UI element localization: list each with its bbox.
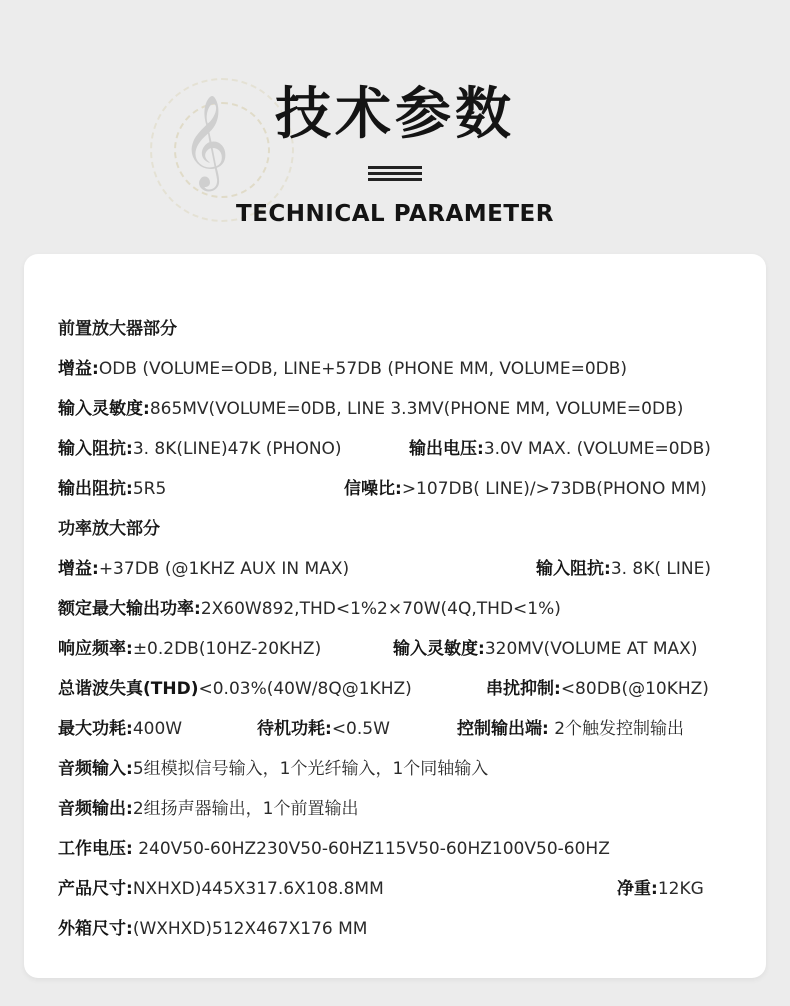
spec-label: 音频输出:: [58, 799, 133, 819]
treble-clef-icon: 𝄞: [182, 94, 230, 187]
spec-row-impedance-voltage: [58, 435, 732, 463]
spec-label: 音频输入:: [58, 759, 133, 779]
spec-value: (WXHXD)512X467X176 MM: [132, 919, 368, 939]
spec-row-freq-sensitivity: [58, 635, 732, 663]
spec-value: 865MV(VOLUME=0DB, LINE 3.3MV(PHONE MM, VOLUME=0DB): [149, 399, 684, 419]
spec-card: [24, 254, 766, 978]
spec-value: +37DB (@1KHZ AUX IN MAX): [98, 559, 350, 579]
spec-value: 3. 8K(LINE)47K (PHONO): [132, 439, 342, 459]
spec-value: <80DB(@10KHZ): [560, 679, 709, 699]
spec-row-output-snr: [58, 475, 732, 503]
spec-label: 输入灵敏度:: [58, 399, 150, 419]
spec-label: 总谐波失真(THD): [58, 679, 199, 699]
spec-label: 产品尺寸:: [58, 879, 133, 899]
spec-value: 2X60W892,THD<1%2×70W(4Q,THD<1%): [200, 599, 561, 619]
spec-pair-input-sensitivity-power: [393, 635, 697, 663]
spec-label: 输入灵敏度:: [393, 639, 485, 659]
spec-row-power-consumption: [58, 715, 732, 743]
spec-value: <0.03%(40W/8Q@1KHZ): [198, 679, 412, 699]
spec-pair-frequency-response: [58, 635, 321, 663]
spec-label: 串扰抑制:: [486, 679, 561, 699]
spec-pair-control-output: [457, 715, 684, 743]
spec-pair-output-impedance: [58, 475, 166, 503]
spec-value: 3.0V MAX. (VOLUME=0DB): [483, 439, 711, 459]
spec-value: 320MV(VOLUME AT MAX): [484, 639, 698, 659]
spec-label: 输出电压:: [409, 439, 484, 459]
spec-pair-product-size: [58, 875, 384, 903]
spec-row-audio-input: [58, 755, 732, 783]
spec-row-working-voltage: [58, 835, 732, 863]
spec-pair-standby-power: [257, 715, 390, 743]
spec-value: NXHXD)445X317.6X108.8MM: [132, 879, 384, 899]
spec-pair-snr: [344, 475, 707, 503]
spec-label: 外箱尺寸:: [58, 919, 133, 939]
spec-label: 净重:: [617, 879, 658, 899]
spec-pair-net-weight: [617, 875, 704, 903]
spec-value: 5R5: [132, 479, 167, 499]
title-divider: [368, 166, 422, 180]
page-title: 技术参数: [275, 82, 515, 147]
spec-label: 增益:: [58, 559, 99, 579]
spec-label: 控制输出端:: [457, 719, 549, 739]
spec-pair-thd: [58, 675, 412, 703]
spec-row-audio-output: [58, 795, 732, 823]
page-subtitle: TECHNICAL PARAMETER: [236, 201, 554, 227]
spec-label: 输入阻抗:: [536, 559, 611, 579]
spec-label: 额定最大输出功率:: [58, 599, 201, 619]
spec-pair-max-power: [58, 715, 182, 743]
spec-value: 400W: [132, 719, 183, 739]
spec-pair-gain-power: [58, 555, 349, 583]
spec-value: ODB (VOLUME=ODB, LINE+57DB (PHONE MM, VOLUME=0DB): [98, 359, 628, 379]
spec-value: 2个触发控制输出: [548, 719, 685, 739]
spec-row-box-size: [58, 915, 732, 943]
spec-pair-crosstalk: [486, 675, 709, 703]
spec-value: <0.5W: [331, 719, 390, 739]
spec-row-gain-pre: [58, 355, 732, 383]
spec-value: 2组扬声器输出，1个前置输出: [132, 799, 359, 819]
section-power-amp: 功率放大部分: [58, 519, 160, 539]
spec-label: 待机功耗:: [257, 719, 332, 739]
spec-label: 输出阻抗:: [58, 479, 133, 499]
spec-label: 输入阻抗:: [58, 439, 133, 459]
spec-value: ±0.2DB(10HZ-20KHZ): [132, 639, 322, 659]
spec-row-gain-impedance: [58, 555, 732, 583]
spec-pair-input-impedance-power: [536, 555, 711, 583]
spec-pair-input-impedance: [58, 435, 342, 463]
spec-value: 12KG: [657, 879, 704, 899]
spec-value: 240V50-60HZ230V50-60HZ115V50-60HZ100V50-60HZ: [132, 839, 610, 859]
spec-label: 响应频率:: [58, 639, 133, 659]
spec-label: 信噪比:: [344, 479, 402, 499]
spec-label: 最大功耗:: [58, 719, 133, 739]
spec-label: 工作电压:: [58, 839, 133, 859]
spec-value: 5组模拟信号输入，1个光纤输入，1个同轴输入: [132, 759, 489, 779]
spec-value: 3. 8K( LINE): [610, 559, 712, 579]
spec-pair-output-voltage: [409, 435, 711, 463]
spec-row-rated-power: [58, 595, 732, 623]
section-preamp: 前置放大器部分: [58, 319, 177, 339]
spec-value: >107DB( LINE)/>73DB(PHONO MM): [401, 479, 707, 499]
spec-row-input-sensitivity-pre: [58, 395, 732, 423]
spec-row-thd-crosstalk: [58, 675, 732, 703]
spec-label: 增益:: [58, 359, 99, 379]
spec-row-size-weight: [58, 875, 732, 903]
